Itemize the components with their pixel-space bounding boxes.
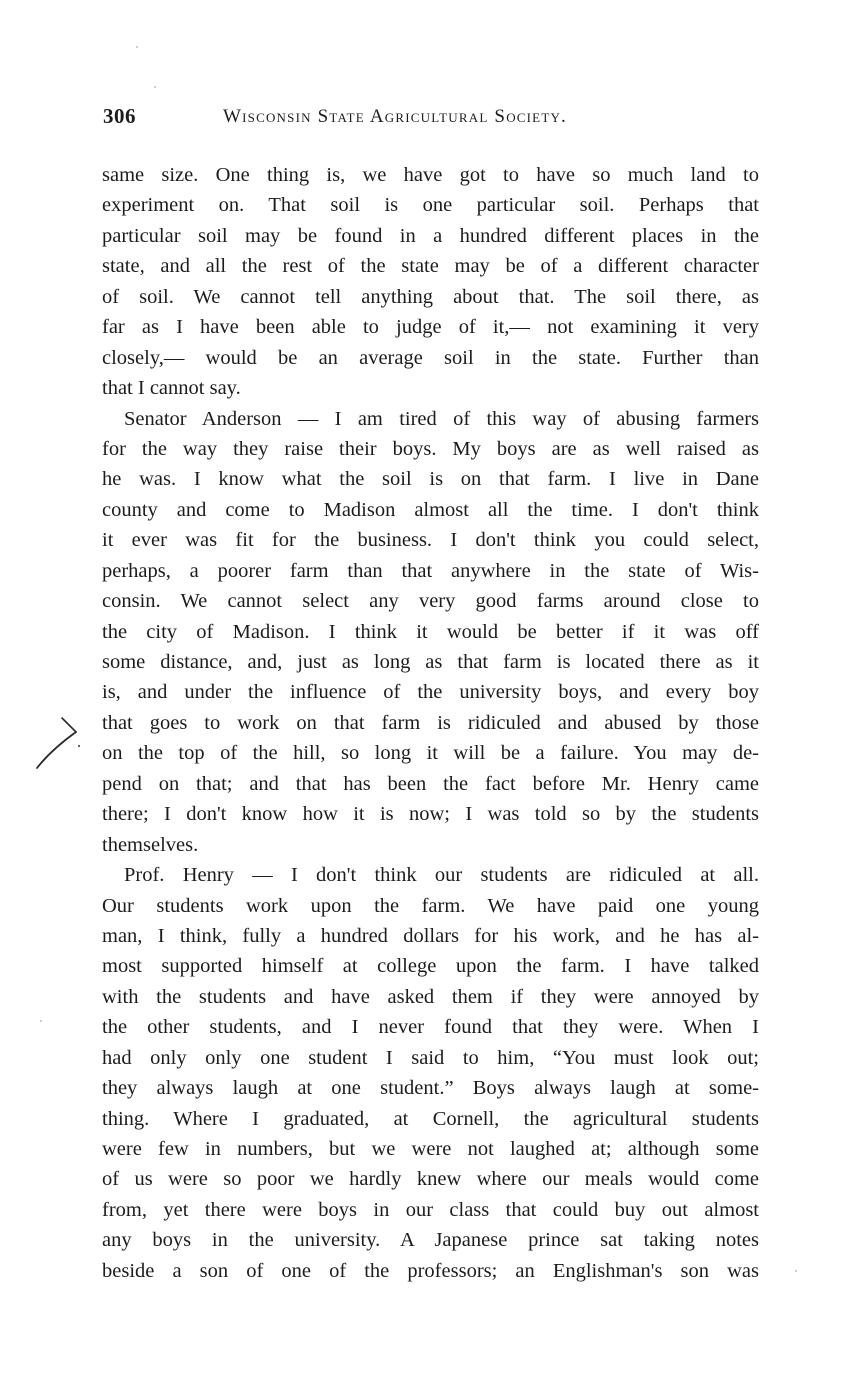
text-line: thing. Where I graduated, at Cornell, the agricultural students	[102, 1107, 759, 1130]
text-line: pend on that; and that has been the fact before Mr. Henry came	[102, 772, 759, 795]
text-line: there; I don't know how it is now; I was told so by the students	[102, 803, 759, 826]
text-line: for the way they raise their boys. My boys are as well raised as	[102, 437, 759, 460]
paper-speck	[795, 1270, 797, 1272]
text-line: of soil. We cannot tell anything about that. The soil there, as	[102, 285, 759, 308]
paper-speck	[154, 86, 156, 88]
text-line: most supported himself at college upon the farm. I have talked	[102, 955, 759, 978]
text-line: that I cannot say.	[102, 377, 241, 400]
text-line: perhaps, a poorer farm than that anywhere in the state of Wis-	[102, 559, 759, 582]
page-number: 306	[103, 104, 136, 128]
text-line: far as I have been able to judge of it,— not examining it very	[102, 316, 759, 339]
text-line: the other students, and I never found that they were. When I	[102, 1016, 759, 1039]
text-line: the city of Madison. I think it would be better if it was off	[102, 620, 759, 643]
text-line: man, I think, fully a hundred dollars for his work, and he has al-	[102, 924, 759, 947]
text-line: Our students work upon the farm. We have paid one young	[102, 894, 759, 917]
paper-speck	[136, 46, 138, 48]
paper-speck	[40, 1020, 42, 1022]
running-title: Wisconsin State Agricultural Society.	[223, 106, 568, 127]
handwritten-margin-mark	[10, 712, 80, 772]
text-line: he was. I know what the soil is on that farm. I live in Dane	[102, 468, 759, 491]
text-line: that goes to work on that farm is ridiculed and abused by those	[102, 711, 759, 734]
text-line: Prof. Henry — I don't think our students are ridiculed at all.	[124, 864, 759, 887]
text-line: it ever was fit for the business. I don't think you could select,	[102, 529, 759, 552]
text-line: experiment on. That soil is one particular soil. Perhaps that	[102, 194, 759, 217]
text-line: on the top of the hill, so long it will be a failure. You may de-	[102, 742, 759, 765]
text-line: of us were so poor we hardly knew where our meals would come	[102, 1168, 759, 1191]
text-line: from, yet there were boys in our class that could buy out almost	[102, 1198, 759, 1221]
text-line: themselves.	[102, 833, 199, 856]
text-line: particular soil may be found in a hundred different places in the	[102, 224, 759, 247]
text-line: with the students and have asked them if they were annoyed by	[102, 985, 759, 1008]
text-line: some distance, and, just as long as that farm is located there as it	[102, 651, 759, 673]
text-line: consin. We cannot select any very good farms around close to	[102, 590, 759, 613]
text-line: Senator Anderson — I am tired of this way of abusing farmers	[124, 407, 759, 430]
text-line: is, and under the influence of the university boys, and every boy	[102, 681, 759, 704]
page-header	[103, 104, 763, 136]
text-line: county and come to Madison almost all the time. I don't think	[102, 498, 759, 521]
text-line: had only only one student I said to him, “You must look out;	[102, 1046, 759, 1069]
text-line: state, and all the rest of the state may be of a different character	[102, 255, 759, 278]
text-line: they always laugh at one student.” Boys always laugh at some-	[102, 1077, 759, 1100]
body-text	[102, 160, 759, 1286]
text-line: were few in numbers, but we were not laughed at; although some	[102, 1138, 759, 1160]
text-line: same size. One thing is, we have got to have so much land to	[102, 164, 759, 186]
text-line: beside a son of one of the professors; an Englishman's son was	[102, 1259, 759, 1282]
text-line: any boys in the university. A Japanese prince sat taking notes	[102, 1229, 759, 1252]
text-line: closely,— would be an average soil in the state. Further than	[102, 346, 759, 369]
